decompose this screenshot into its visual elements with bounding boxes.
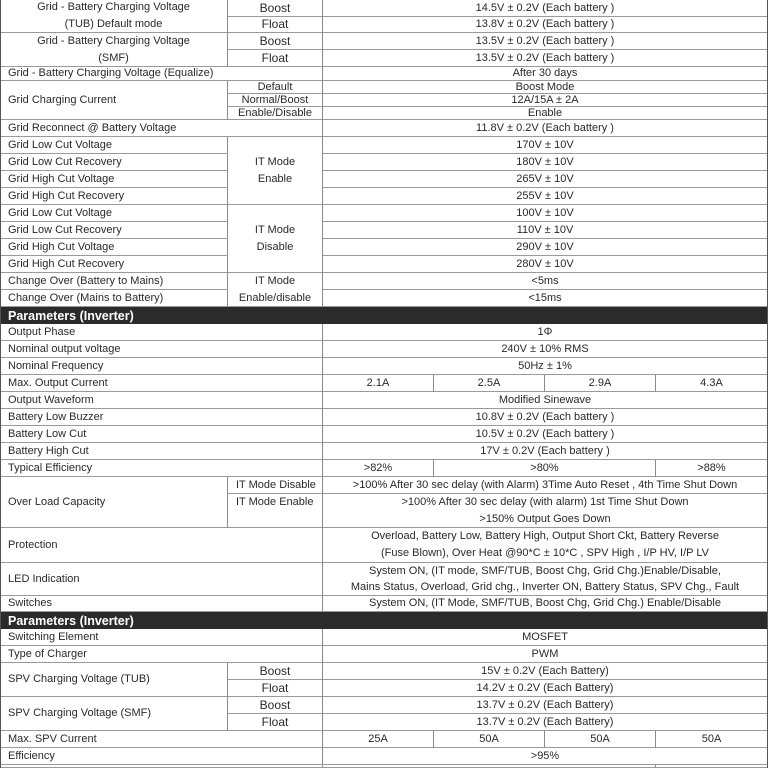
row-label: SPV Charging Voltage (TUB) [0,663,228,697]
value-cell: Mains Status, Overload, Grid chg., Inverter ON, Battery Status, SPV Chg., Fault [323,579,768,596]
value-cell: 10.8V ± 0.2V (Each battery ) [323,409,768,426]
mode-label-line: Disable [256,240,294,253]
table-border-left [0,0,1,768]
value-cell: PWM [323,646,768,663]
value-cell: <15ms [323,290,768,307]
row-label: Typical Efficiency [0,460,323,477]
value-cell: >100% After 30 sec delay (with Alarm) 3Time Auto Reset , 4th Time Shut Down [323,477,768,494]
value-cell: 170V ± 10V [323,137,768,154]
value-cell: 13.7V ± 0.2V (Each Battery) [323,714,768,731]
mode-label-line: IT Mode [254,155,296,168]
row-label-line: Grid - Battery Charging Voltage [37,34,190,47]
row-label: Grid High Cut Recovery [0,256,228,273]
value-cell: >82% [323,460,434,477]
value-cell: 180V ± 10V [323,154,768,171]
sub-label: Float [228,50,323,67]
row-label: Grid Reconnect @ Battery Voltage [0,120,323,137]
sub-label: Default [228,81,323,94]
sub-label: Boost [228,697,323,714]
sub-label: Boost [228,0,323,17]
value-cell: >80% [434,460,656,477]
value-cell: 13.5V ± 0.2V (Each battery ) [323,33,768,50]
row-label: Nominal Frequency [0,358,323,375]
row-label: Battery Low Buzzer [0,409,323,426]
row-label: Grid Low Cut Recovery [0,222,228,239]
value-cell: 240V ± 10% RMS [323,341,768,358]
row-label-line: (TUB) Default mode [64,18,163,30]
row-label: Grid High Cut Voltage [0,239,228,256]
mode-label [228,205,323,273]
value-cell: 50Hz ± 1% [323,358,768,375]
row-label: Nominal output voltage [0,341,323,358]
value-cell: 13.8V ± 0.2V (Each battery ) [323,17,768,33]
row-label: Max. Output Current [0,375,323,392]
row-label: Output Waveform [0,392,323,409]
value-cell: 265V ± 10V [323,171,768,188]
value-cell: 2.1A [323,375,434,392]
value-cell: 280V ± 10V [323,256,768,273]
row-label: Efficiency [0,748,323,765]
sub-label: Boost [228,663,323,680]
value-cell: 50A [545,731,656,748]
sub-label: Float [228,680,323,697]
mode-label-line: IT Mode [254,274,296,287]
value-cell: After 30 days [323,67,768,81]
value-cell: System ON, (IT Mode, SMF/TUB, Boost Chg, Grid Chg.) Enable/Disable [323,596,768,612]
row-label [0,33,228,67]
mode-label [228,273,323,307]
value-cell: >150% Output Goes Down [323,511,768,528]
row-label: Type of Charger [0,646,323,663]
row-label [0,0,228,33]
row-label: Max. SPV Current [0,731,323,748]
value-cell: 255V ± 10V [323,188,768,205]
value-cell: 14.2V ± 0.2V (Each Battery) [323,680,768,697]
value-cell: 290V ± 10V [323,239,768,256]
row-label: Grid Low Cut Recovery [0,154,228,171]
value-cell: 100V ± 10V [323,205,768,222]
row-label: Battery Low Cut [0,426,323,443]
value-cell: Enable [323,107,768,120]
mode-label-line: Enable [257,172,293,185]
row-label: SPV Charging Voltage (SMF) [0,697,228,731]
value-cell: 13.7V ± 0.2V (Each Battery) [323,697,768,714]
row-label: Switching Element [0,629,323,646]
row-label: Switches [0,596,323,612]
sub-label: Normal/Boost [228,94,323,107]
row-label: LED Indication [0,563,323,596]
sub-label: IT Mode Disable [228,477,323,494]
value-cell: 11.8V ± 0.2V (Each battery ) [323,120,768,137]
section-header: Parameters (Inverter) [0,307,768,324]
value-cell: 50A [656,731,768,748]
value-cell: Boost Mode [323,81,768,94]
sub-label: IT Mode Enable [228,494,323,528]
row-label: Grid Low Cut Voltage [0,205,228,222]
value-cell: >88% [656,460,768,477]
value-cell: 110V ± 10V [323,222,768,239]
value-cell: >95% [323,748,768,765]
value-cell: 10.5V ± 0.2V (Each battery ) [323,426,768,443]
value-cell: 14.5V ± 0.2V (Each battery ) [323,0,768,17]
sub-label: Boost [228,33,323,50]
value-cell: 17V ± 0.2V (Each battery ) [323,443,768,460]
row-label: Output Phase [0,324,323,341]
mode-label [228,137,323,205]
sub-label: Enable/Disable [228,107,323,120]
section-header: Parameters (Inverter) [0,612,768,629]
value-cell: 12A/15A ± 2A [323,94,768,107]
row-label: Grid High Cut Voltage [0,171,228,188]
row-label: Protection [0,528,323,563]
sub-label: Float [228,714,323,731]
value-cell: 4.3A [656,375,768,392]
value-cell: 2.5A [434,375,545,392]
row-label: Battery High Cut [0,443,323,460]
value-cell: 25A [323,731,434,748]
row-label-line: Grid - Battery Charging Voltage [37,1,190,13]
sub-label: Float [228,17,323,33]
row-label-line: (SMF) [98,51,129,64]
value-cell: 1Φ [323,324,768,341]
row-label: Grid - Battery Charging Voltage (Equalize) [0,67,323,81]
value-cell: <5ms [323,273,768,290]
row-label: Change Over (Battery to Mains) [0,273,228,290]
row-label: Over Load Capacity [0,477,228,528]
value-cell: 15V ± 0.2V (Each Battery) [323,663,768,680]
value-cell: 2.9A [545,375,656,392]
row-label: Grid Charging Current [0,81,228,120]
value-cell: MOSFET [323,629,768,646]
value-cell: System ON, (IT mode, SMF/TUB, Boost Chg, Grid Chg.)Enable/Disable, [323,563,768,579]
mode-label-line: Enable/disable [238,291,312,304]
value-cell: >100% After 30 sec delay (with alarm) 1st Time Shut Down [323,494,768,511]
value-cell: 13.5V ± 0.2V (Each battery ) [323,50,768,67]
row-label: Grid Low Cut Voltage [0,137,228,154]
value-cell: Modified Sinewave [323,392,768,409]
mode-label-line: IT Mode [254,223,296,236]
value-cell: (Fuse Blown), Over Heat @90*C ± 10*C , SPV High , I/P HV, I/P LV [323,545,768,563]
value-cell: Overload, Battery Low, Battery High, Output Short Ckt, Battery Reverse [323,528,768,545]
row-label: Grid High Cut Recovery [0,188,228,205]
value-cell: 50A [434,731,545,748]
row-label: Change Over (Mains to Battery) [0,290,228,307]
